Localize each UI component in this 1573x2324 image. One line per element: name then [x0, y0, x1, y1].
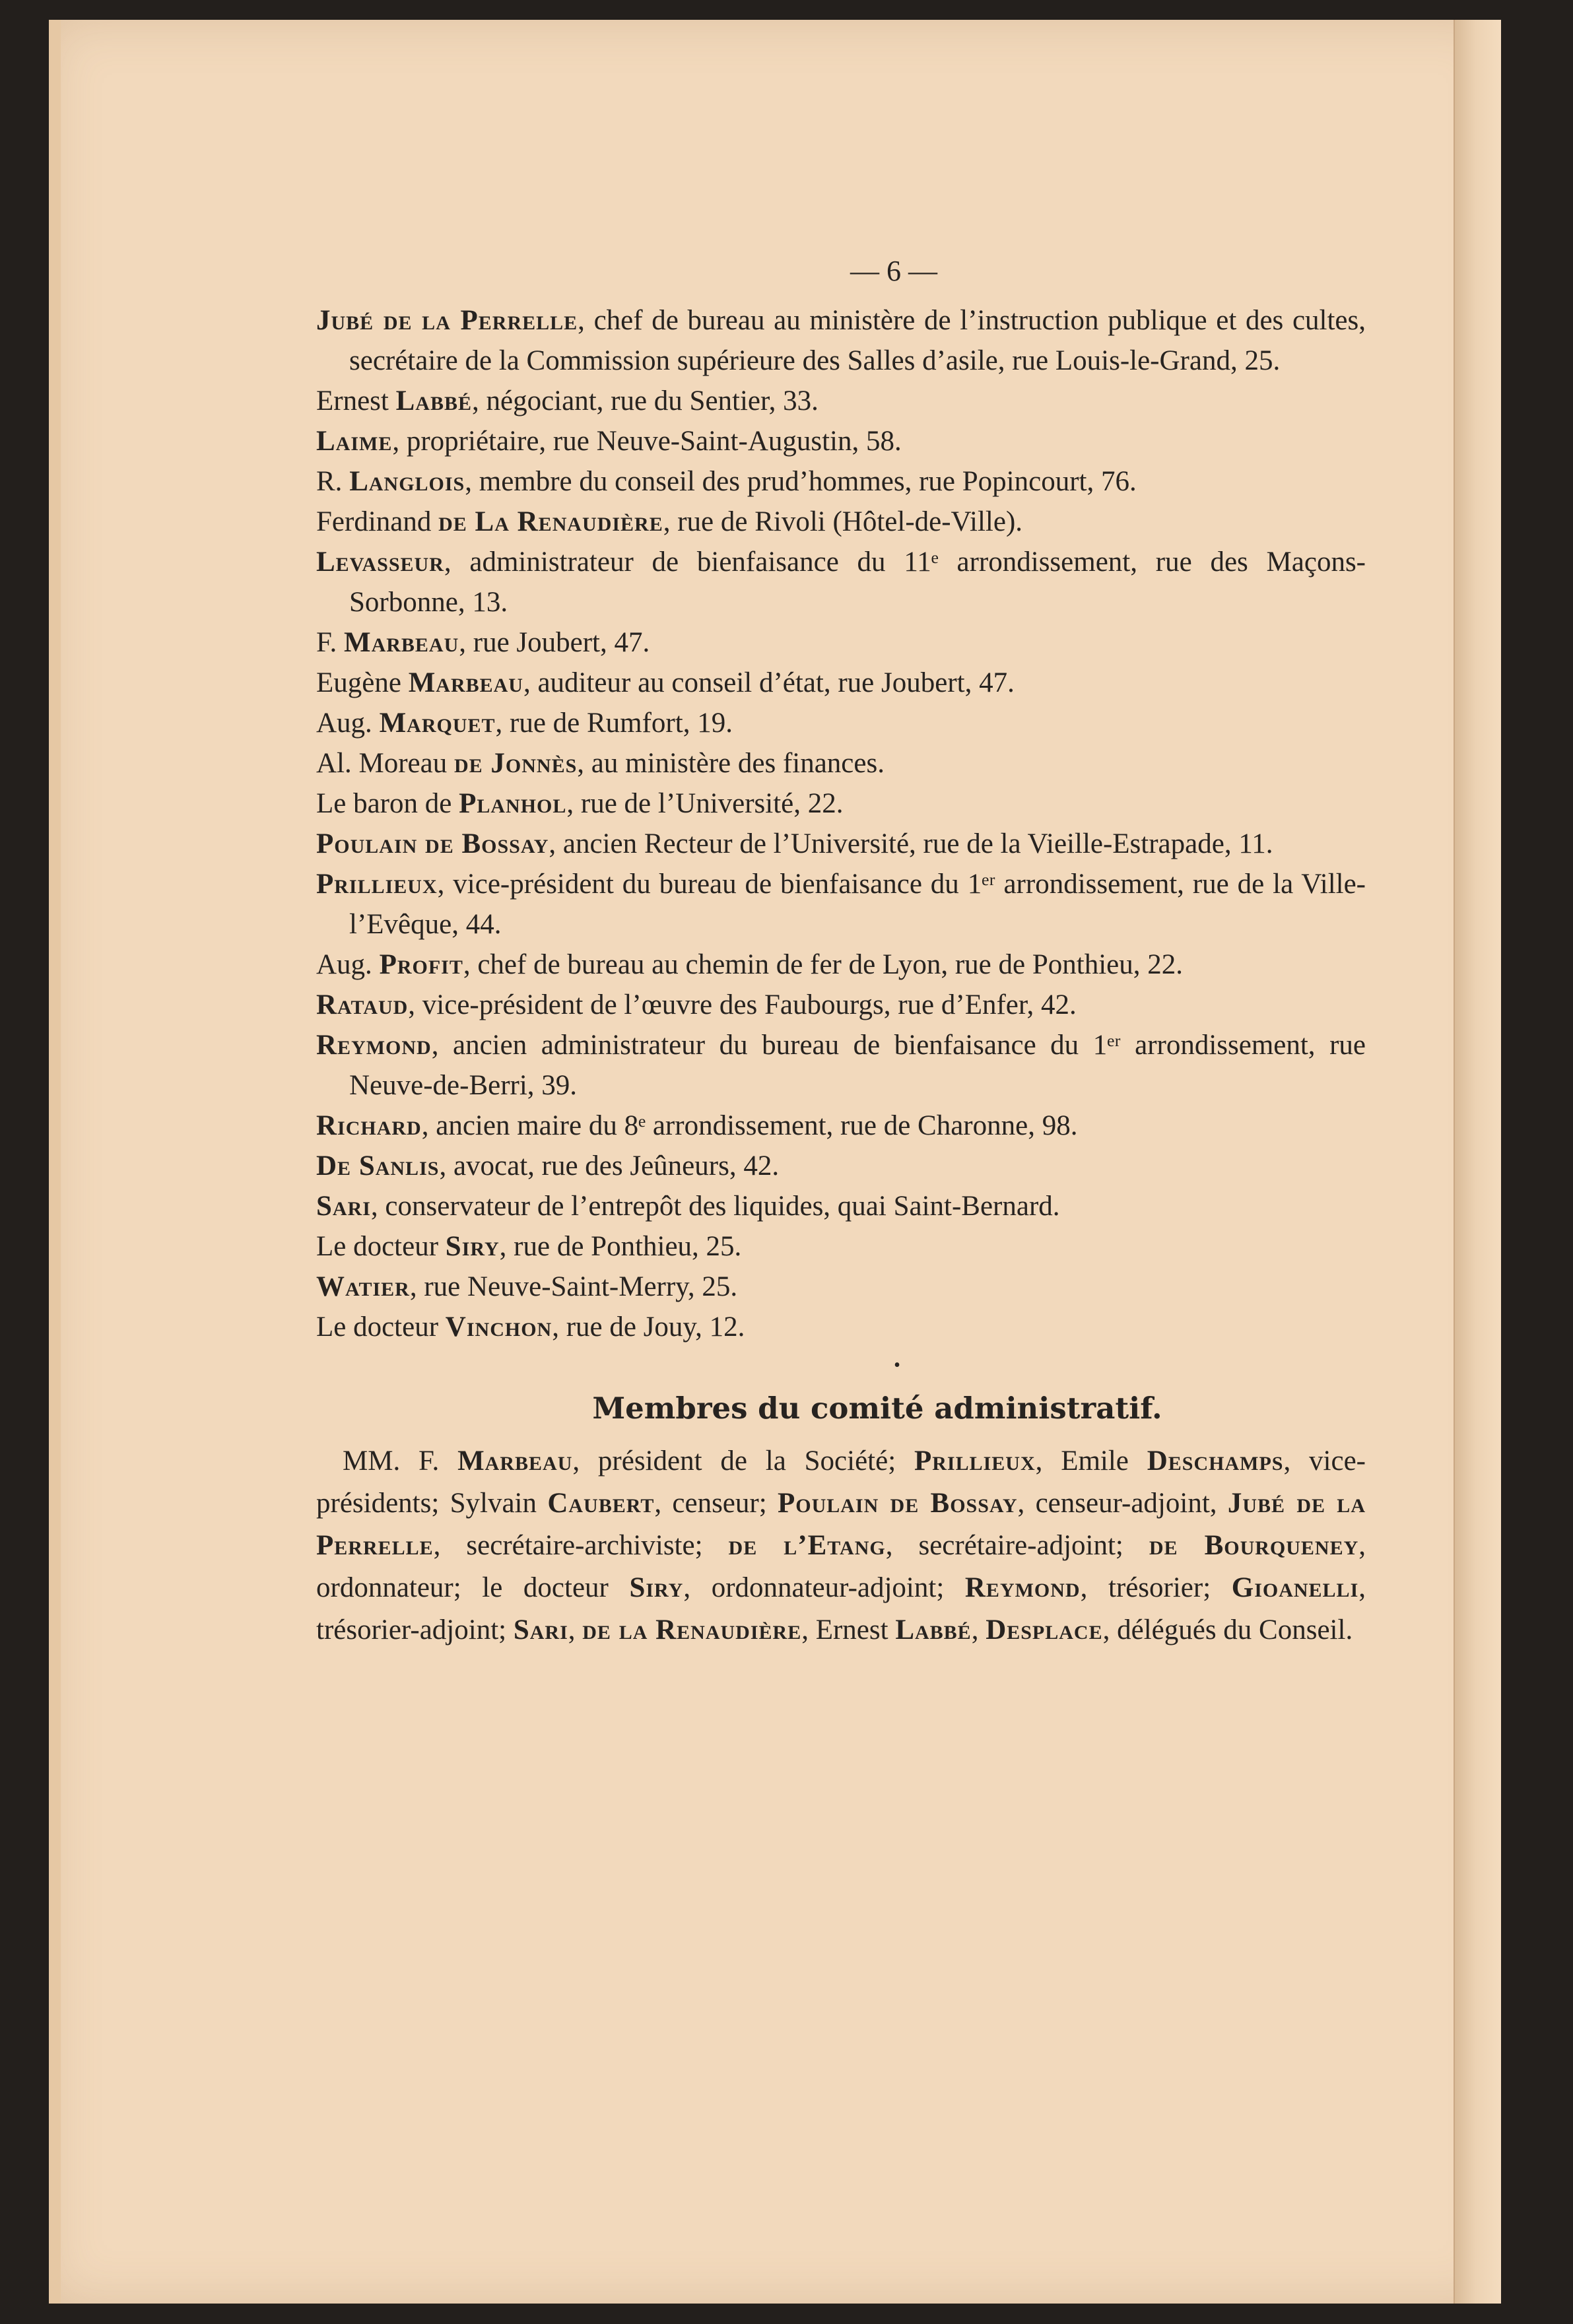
committee-text: ,	[971, 1614, 986, 1645]
committee-text: , ordonnateur-adjoint;	[683, 1572, 965, 1603]
committee-text: ,	[568, 1614, 583, 1645]
member-entry	[316, 743, 1366, 783]
committee-text: , vice-présidents; Sylvain	[316, 1445, 1366, 1519]
member-prefix: Aug.	[316, 708, 380, 739]
committee-name: Caubert	[547, 1488, 655, 1519]
member-entry	[316, 502, 1366, 542]
document-page	[49, 20, 1501, 2304]
member-prefix: R.	[316, 466, 350, 497]
section-title: Membres du comité administratif.	[592, 1391, 1162, 1426]
member-details: , au ministère des finances.	[577, 748, 885, 779]
member-name: Rataud	[316, 989, 409, 1020]
member-name: Richard	[316, 1110, 422, 1141]
member-name: Jubé de la Perrelle	[316, 305, 578, 336]
member-details: , ancien maire du 8ᵉ arrondissement, rue de Charonne, 98.	[421, 1110, 1078, 1141]
member-details: , propriétaire, rue Neuve-Saint-Augustin, 58.	[392, 426, 902, 457]
page-content	[316, 251, 1366, 1651]
member-name: De Sanlis	[316, 1150, 440, 1181]
member-name: Profit	[379, 949, 463, 980]
committee-text: , délégués du Conseil.	[1102, 1614, 1353, 1645]
member-prefix: Le docteur	[316, 1311, 446, 1343]
committee-text: , président de la Société;	[572, 1445, 914, 1477]
member-entry	[316, 1226, 1366, 1267]
member-prefix: Al. Moreau	[316, 748, 454, 779]
member-entry	[316, 381, 1366, 421]
member-details: , administrateur de bienfaisance du 11ᵉ arrondissement, rue des Maçons-Sorbonne, 13.	[349, 547, 1366, 618]
member-prefix: Le baron de	[316, 788, 459, 819]
member-name: Siry	[445, 1231, 500, 1262]
member-name: Marbeau	[408, 667, 523, 698]
member-name: Prillieux	[316, 869, 438, 900]
member-entry	[316, 300, 1366, 381]
committee-name: Prillieux	[914, 1445, 1036, 1477]
member-entry	[316, 663, 1366, 703]
member-details: , négociant, rue du Sentier, 33.	[471, 385, 819, 416]
member-entry	[316, 945, 1366, 985]
member-details: , ancien administrateur du bureau de bienfaisance du 1ᵉʳ arrondissement, rue Neuve-de-Berri, 39.	[349, 1030, 1366, 1101]
member-details: , rue de l’Université, 22.	[566, 788, 844, 819]
member-details: , conservateur de l’entrepôt des liquides, quai Saint-Bernard.	[370, 1191, 1060, 1222]
member-name: Langlois	[349, 466, 465, 497]
member-entry	[316, 1146, 1366, 1186]
committee-name: de l’Etang	[728, 1530, 886, 1561]
committee-text: , secrétaire-archiviste;	[433, 1530, 729, 1561]
page-number: — 6 —	[850, 255, 937, 287]
committee-name: Poulain de Bossay	[777, 1488, 1018, 1519]
member-details: , chef de bureau au chemin de fer de Lyon, rue de Ponthieu, 22.	[463, 949, 1183, 980]
committee-name: de Bourqueney	[1149, 1530, 1359, 1561]
member-name: Vinchon	[445, 1311, 552, 1343]
member-details: , membre du conseil des prud’hommes, rue Popincourt, 76.	[465, 466, 1137, 497]
member-name: Sari	[316, 1191, 371, 1222]
member-prefix: Eugène	[316, 667, 409, 698]
committee-name: Gioanelli	[1231, 1572, 1359, 1603]
committee-name: de la Renaudière	[582, 1614, 802, 1645]
member-name: Marbeau	[343, 627, 459, 658]
member-details: , ancien Recteur de l’Université, rue de la Vieille-Estrapade, 11.	[549, 828, 1273, 859]
member-details: , rue de Rumfort, 19.	[495, 708, 733, 739]
member-prefix: Ernest	[316, 385, 396, 416]
member-entry	[316, 703, 1366, 743]
committee-text: MM. F.	[343, 1445, 458, 1477]
committee-text: , ordonnateur; le docteur	[316, 1530, 1366, 1603]
member-entry	[316, 1106, 1366, 1146]
member-name: Planhol	[459, 788, 567, 819]
member-details: , vice-président du bureau de bienfaisance du 1ᵉʳ arrondissement, rue de la Ville-l’Evêque, 44.	[349, 869, 1366, 940]
member-prefix: Le docteur	[316, 1231, 446, 1262]
member-name: Marquet	[379, 708, 496, 739]
member-entry	[316, 542, 1366, 622]
committee-name: Jubé de la Perrelle	[316, 1488, 1366, 1561]
member-entry	[316, 1267, 1366, 1307]
member-details: , avocat, rue des Jeûneurs, 42.	[439, 1150, 780, 1181]
member-details: , auditeur au conseil d’état, rue Joubert, 47.	[523, 667, 1015, 698]
member-entry	[316, 824, 1366, 864]
committee-name: Sari	[513, 1614, 568, 1645]
committee-name: Desplace	[986, 1614, 1103, 1645]
member-prefix: Aug.	[316, 949, 380, 980]
member-list	[316, 300, 1366, 1347]
member-name: de La Renaudière	[438, 506, 663, 537]
member-entry	[316, 1307, 1366, 1347]
member-prefix: F.	[316, 627, 344, 658]
page-fold	[1454, 20, 1501, 2304]
member-name: de Jonnès	[453, 748, 578, 779]
member-entry	[316, 622, 1366, 663]
committee-paragraph	[316, 1440, 1366, 1651]
committee-text: , Ernest	[801, 1614, 896, 1645]
member-details: , chef de bureau au ministère de l’instruction publique et des cultes, secrétaire de la Commission supérieure des Salles d’asile, rue Louis-le-Grand, 25.	[349, 305, 1366, 376]
member-name: Labbé	[395, 385, 472, 416]
committee-text: , Emile	[1035, 1445, 1147, 1477]
member-name: Reymond	[316, 1030, 432, 1061]
committee-name: Deschamps	[1147, 1445, 1284, 1477]
member-entry	[316, 1025, 1366, 1106]
committee-text: , censeur-adjoint,	[1017, 1488, 1228, 1519]
member-name: Levasseur	[316, 547, 444, 578]
member-name: Watier	[316, 1271, 410, 1302]
member-details: , rue de Ponthieu, 25.	[499, 1231, 742, 1262]
member-entry	[316, 985, 1366, 1025]
member-entry	[316, 421, 1366, 461]
member-entry	[316, 1186, 1366, 1226]
member-details: , rue Joubert, 47.	[459, 627, 650, 658]
member-prefix: Ferdinand	[316, 506, 439, 537]
committee-name: Labbé	[895, 1614, 972, 1645]
committee-text: , trésorier;	[1080, 1572, 1232, 1603]
committee-text: , censeur;	[654, 1488, 778, 1519]
committee-text: , trésorier-adjoint;	[316, 1572, 1366, 1645]
committee-text: , secrétaire-adjoint;	[885, 1530, 1149, 1561]
separator-dot: •	[894, 1355, 900, 1376]
committee-name: Marbeau	[457, 1445, 573, 1477]
member-entry	[316, 783, 1366, 824]
member-details: , rue Neuve-Saint-Merry, 25.	[409, 1271, 738, 1302]
member-details: , rue de Jouy, 12.	[552, 1311, 745, 1343]
member-details: , rue de Rivoli (Hôtel-de-Ville).	[663, 506, 1023, 537]
member-entry	[316, 461, 1366, 502]
member-name: Laime	[316, 426, 393, 457]
committee-name: Reymond	[964, 1572, 1081, 1603]
page-edge	[49, 20, 61, 2304]
member-details: , vice-président de l’œuvre des Faubourgs, rue d’Enfer, 42.	[408, 989, 1077, 1020]
member-name: Poulain de Bossay	[316, 828, 549, 859]
committee-name: Siry	[629, 1572, 684, 1603]
member-entry	[316, 864, 1366, 945]
